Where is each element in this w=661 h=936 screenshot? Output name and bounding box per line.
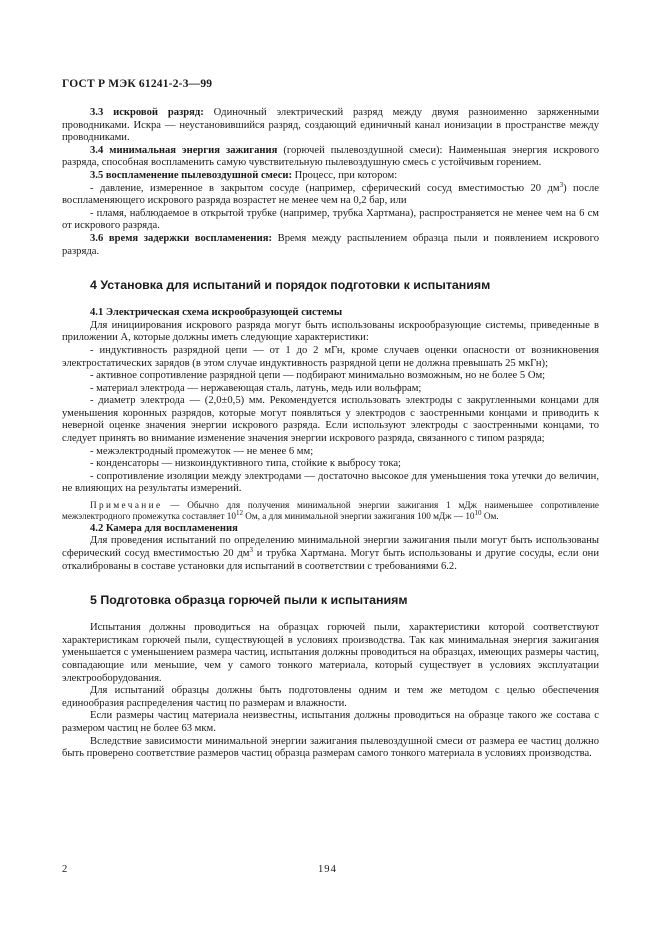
paragraph: Испытания должны проводиться на образцах горючей пыли, характеристики которой соответствуют характеристикам горючей пыли, существующей в условиях производства. Так как минимальная энергия зажигания уменьшается с уменьшением размера частиц, испытания должны проводиться на образцах, имеющих размеры частиц, совпадающие или меньшие, чем у самого тонкого материала, который существует в условиях эксплуатации электрооборудования. <box>62 622 599 684</box>
list-item: - активное сопротивление разрядной цепи — подбирают минимально возможным, но не более 5 Ом; <box>90 370 546 382</box>
definition-3-6 <box>62 233 599 258</box>
section-4-heading: 4 Установка для испытаний и порядок подготовки к испытаниям <box>90 278 491 293</box>
definition-text: Время между распылением образца пыли и появлением искрового разряда. <box>62 232 599 257</box>
paragraph: Для испытаний образцы должны быть подготовлены одним и тем же методом с целью обеспечения единообразия распределения частиц по размерам и влажности. <box>62 685 599 709</box>
subsection-4-2-text: Для проведения испытаний по определению минимальной энергии зажигания пыли могут быть использованы сферический сосуд вместимостью 20 $дм^3$ и трубка Хартмана. Могут быть использованы и другие сосуды, если они откалиброваны в составе установки для испытаний в соответствии с требованиями 6.2. <box>62 535 599 572</box>
definition-3-4 <box>62 145 599 170</box>
paragraph: Вследствие зависимости минимальной энергии зажигания пылевоздушной смеси от размера ее частиц должно быть проверено соответствие размеров частиц образца размерам самого тонкого материала в условиях производства. <box>62 735 599 760</box>
note: Примечание — Обычно для получения минимальной энергии зажигания 1 мДж наименьшее сопротивление межэлектродного промежутка составляет $10^{12}$ Ом, а для минимальной энергии зажигания 100 мДж — $10^{10}$ Ом. <box>62 500 599 522</box>
subsection-4-1-intro: Для инициирования искрового разряда могут быть использованы искрообразующие системы, приведенные в приложении А, которые должны иметь следующие характеристики: <box>62 319 599 344</box>
list-item: - индуктивность разрядной цепи — от 1 до 2 мГн, кроме случаев оценки опасности от возникновения электростатических зарядов (в этом случае индуктивность разрядной цепи не должна превышать 25 мкГн); <box>62 344 599 369</box>
list-item: - диаметр электрода — (2,0±0,5) мм. Рекомендуется использовать электроды с закругленными концами для уменьшения коронных разрядов, которые могут появляться у электродов с заостренными концами и приводить к неверной оценке значения энергии искрового разряда. Если используют электроды с заостренными концами, то следует принять во внимание изменение значения энергии искрового разряда, связанного с типом разряда; <box>62 395 599 445</box>
definition-3-3 <box>62 107 599 145</box>
list-item: - межэлектродный промежуток — не менее 6 мм; <box>90 445 314 457</box>
list-item: - сопротивление изоляции между электродами — достаточно высокое для уменьшения тока утечки до величин, не влияющих на результаты измерений. <box>62 470 599 495</box>
definition-3-5-item-a: - давление, измеренное в закрытом сосуде (например, сферический сосуд вместимостью 20 $дм^3$) после воспламеняющего искрового разряда возрастет не менее чем на 0,2 бар, или <box>62 180 599 207</box>
list-item: - материал электрода — нержавеющая сталь, латунь, медь или вольфрам; <box>90 382 422 394</box>
list-item: - конденсаторы — низкоиндуктивного типа, стойкие к выбросу тока; <box>90 458 401 470</box>
definition-3-5 <box>62 170 599 183</box>
term: 3.3 искровой разряд: <box>90 107 204 118</box>
definition-text: (горючей пылевоздушной смеси): Наименьшая энергия искрового разряда, способная воспламенить самую чувствительную пылевоздушную смесь с устойчивым горением. <box>62 144 599 169</box>
document-header: ГОСТ Р МЭК 61241-2-3—99 <box>62 78 213 90</box>
page-number: 2 <box>62 864 68 875</box>
paragraph: Если размеры частиц материала неизвестны, испытания должны проводиться на образце такого же состава с размером частиц не более 63 мкм. <box>62 710 599 734</box>
term: 3.4 минимальная энергия зажигания <box>90 144 278 156</box>
page-content <box>62 107 599 761</box>
subsection-4-2-title: 4.2 Камера для воспламенения <box>90 522 238 534</box>
definition-text: Одиночный электрический разряд между двумя разноименно заряженными проводниками. Искра — неустановившийся разряд, создающий единичный канал ионизации в пространстве между проводниками. <box>62 107 599 144</box>
section-5-heading: 5 Подготовка образца горючей пыли к испытаниям <box>90 593 408 608</box>
note-label: Примечание <box>90 500 163 511</box>
definition-text: Процесс, при котором: <box>292 169 398 181</box>
definition-3-5-item-b: - пламя, наблюдаемое в открытой трубке (например, трубка Хартмана), распространяется не менее чем на 6 см от искрового разряда. <box>62 207 599 232</box>
term: 3.5 воспламенение пылевоздушной смеси: <box>90 169 293 181</box>
sheet-number: 194 <box>318 864 337 875</box>
subsection-4-1-title: 4.1 Электрическая схема искрообразующей системы <box>90 307 343 319</box>
term: 3.6 время задержки воспламенения: <box>90 232 272 244</box>
